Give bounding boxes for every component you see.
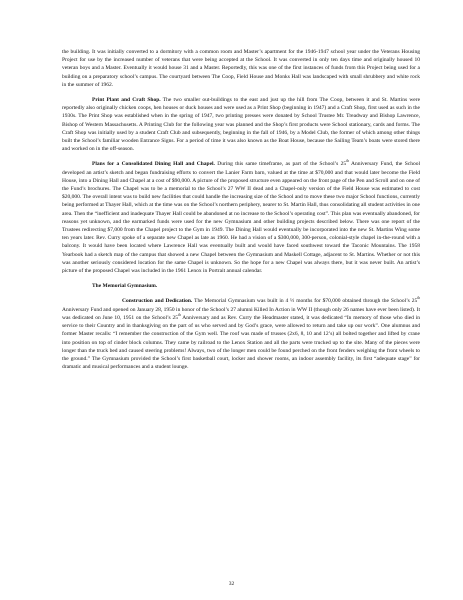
text-dining-a: During this same timeframe, as part of the School’s 25	[217, 161, 347, 168]
page-number: 32	[228, 581, 235, 587]
paragraph-construction	[62, 297, 420, 371]
superscript-th: th	[417, 296, 420, 301]
heading-construction: Construction and Dedication.	[122, 298, 193, 305]
heading-print-plant: Print Plant and Craft Shop.	[92, 97, 161, 104]
text-dining-b: Anniversary Fund, the School developed an artist’s sketch and began fundraising efforts to convert the Lanier Farm barn, valued at the time at $70,000 and that would later become the Field House, into a Dining Hall and Chapel at a cost of $90,000. A picture of the proposed structure even appeared on the front page of the Pen and Scroll and on one of the Fund’s brochures. The Chapel was to be a memorial to the School’s 27 WW II dead and a Chapel-only version of the Field House was estimated to cost $20,000. The overall intent was to build new facilities that could handle the increasing size of the School and to move these two major School functions, currently being performed at Thayer Hall, which at the time was on the School’s northern periphery, nearer to St. Martin Hall, thus consolidating all student activities in one area. Then the “inefficient and inadequate Thayer Hall could be abandoned at no increase to the School’s operating cost”. This plan was eventually abandoned, for reasons yet unknown, and the earmarked funds were used for the new Gymnasium and other building projects described below. There was one report of the Trustees redirecting $7,000 from the Chapel project to the Gym in 1949. The Dining Hall would eventually be incorporated into the new St. Martins Wing some ten years later. Rev. Curry spoke of a separate new Chapel as late as 1960. He had a vision of a $300,000, 300-person, colonial-style chapel in-the-round with a balcony. It would have been located where Lawrence Hall was eventually built and would have faced southwest toward the Taconic Mountains. The 1958 Yearbook had a sketch map of the campus that showed a new Chapel between the Gymnasium and Maskell Cottage, adjacent to St. Martins. Whether or not this was another seriously considered location for the same Chapel is unknown. So the hope for a new Chapel was always there, but it was never built. An artist’s picture of the proposed Chapel was included in the 1961 Lenox in Portrait annual calendar.	[62, 161, 420, 275]
document-body	[62, 48, 420, 371]
text-construction-a: The Memorial Gymnasium was built in 4 ½ months for $70,000 obtained through the School’s 25	[194, 298, 418, 305]
superscript-th: th	[177, 313, 181, 318]
superscript-th: th	[346, 159, 349, 164]
paragraph-dining-hall-plans	[62, 160, 420, 275]
text-construction-c: Anniversary and as Rev. Curry the Headmaster stated, it was dedicated “In memory of those who died in service to their Country and in thanksgiving on the part of us who served and by God’s grace, were allowed to return and take up our work”. One alumnus and former Master recalls: “I remember the construction of the Gym well. The roof was made of trusses (2x6, 8, 10 and 12’s) all bolted together and lifted by crane into position on top of cinder block columns. They came by railroad to the Lenox Station and all the parts were trucked up to the site. Many of the pieces were longer than the truck bed and caused steering problems! Always, two of the longer men could be found perched on the front fenders weighing the front wheels to the ground.” The Gymnasium provided the School’s first basketball court, locker and shower rooms, an indoor assembly facility, its first “adequate stage” for dramatic and musical performances and a student lounge.	[62, 314, 420, 371]
paragraph-coop-continued: the building. It was initially converted to a dormitory with a common room and Master’s apartment for the 1946-1947 school year under the Veterans Housing Project for use by the increased number of veterans that were being accepted at the School. It was converted in only ten days time and originally housed 10 veteran boys and a Master. Eventually it would house 31 and a Master. Reportedly, this was one of the first instances of funds from this Project being used for a building on a preparatory school’s campus. The courtyard between The Coop, Field House and Monks Hall was landscaped with small shrubbery and white rock in the summer of 1962.	[62, 49, 420, 88]
text-construction-b: Anniversary Fund and opened on January 28, 1950 in honor of the School’s 27 alumni Killed In Action in WW II (though only 26 names have ever been listed). It was dedicated on June 10, 1951 on the School’s 25	[62, 306, 420, 321]
paragraph-print-plant	[62, 96, 420, 153]
text-print-plant: The two smaller out-buildings to the east and just up the hill from The Coop, between it and St. Martins were reportedly also originally chicken coops, hen houses or duck houses and were used as a Print Shop (beginning in 1947) and a Craft Shop, first used as such in the 1930s. The Print Shop was established when in the spring of 1947, two printing presses were donated by School Trustee Mr. Treadway and Bishop Lawrence, Bishop of Western Massachusetts. A Printing Club for the following year was planned and the Shop’s first products were School stationary, cards and forms. The Craft Shop was initially used by a student Craft Club and subsequently, beginning in the fall of 1946, by a Model Club, the former of which among other things built the School’s familiar wooden Entrance Signs. For a period of time it was also known as the Boat House, because the Sailing Team’s boats were stored there and worked on in the off-season.	[62, 97, 421, 153]
heading-dining-hall-plans: Plans for a Consolidated Dining Hall and Chapel.	[92, 161, 215, 168]
section-heading-gymnasium: The Memorial Gymnasium.	[92, 283, 158, 290]
